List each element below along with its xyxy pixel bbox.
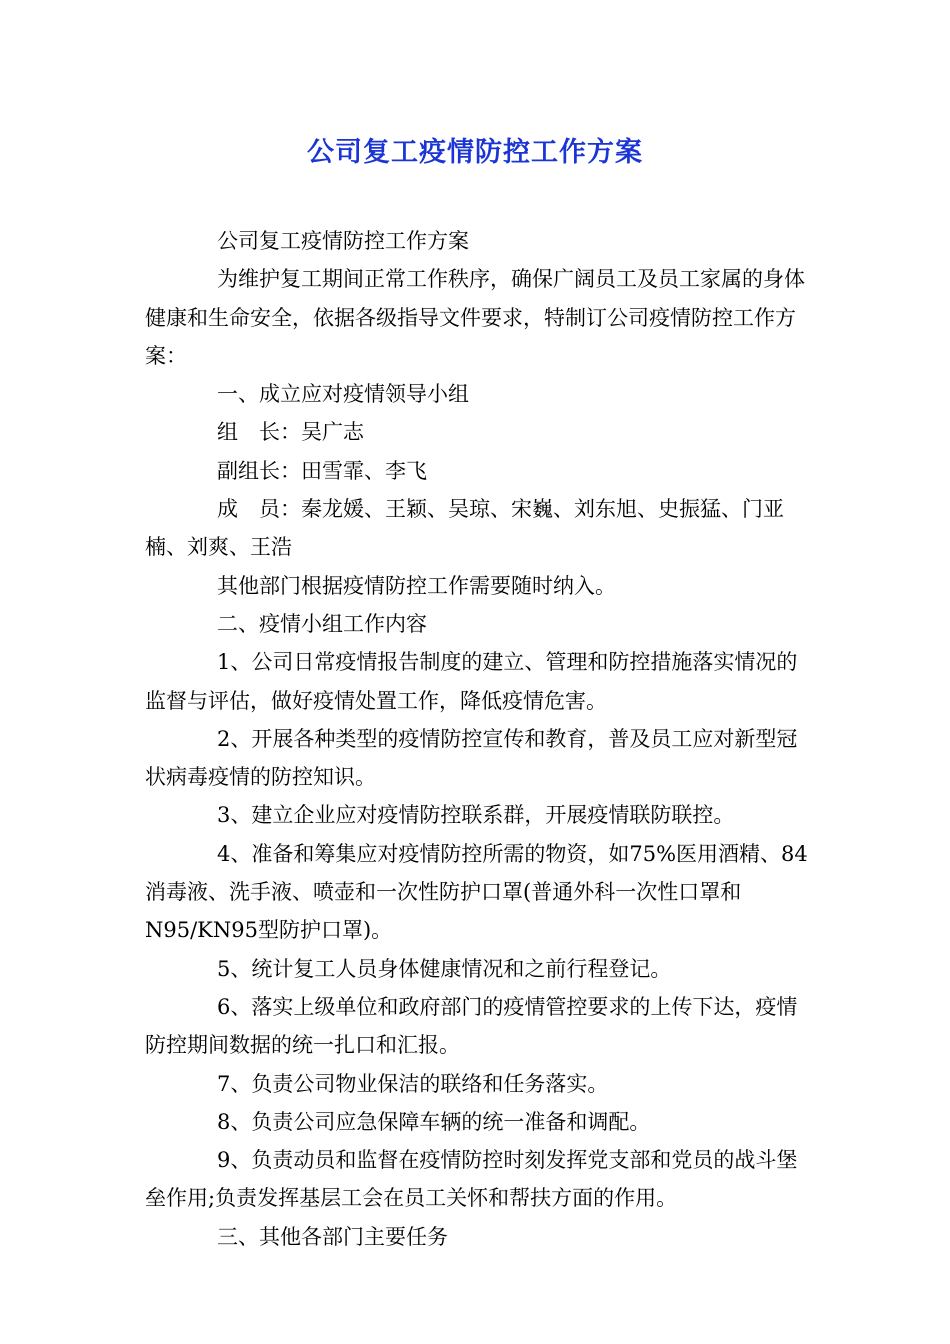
task-item-2: 2、开展各种类型的疫情防控宣传和教育，普及员工应对新型冠状病毒疫情的防控知识。 xyxy=(145,726,798,790)
leader-line: 组 长：吴广志 xyxy=(217,420,364,445)
section-heading-1: 一、成立应对疫情领导小组 xyxy=(217,382,469,407)
section-heading-3: 三、其他各部门主要任务 xyxy=(217,1224,448,1249)
paragraph-other-departments: 其他部门根据疫情防控工作需要随时纳入。 xyxy=(217,573,616,598)
deputy-leader-line: 副组长：田雪霏、李飞 xyxy=(217,458,427,483)
paragraph-intro: 为维护复工期间正常工作秩序，确保广阔员工及员工家属的身体健康和生命安全，依据各级指导文件要求，特制订公司疫情防控工作方案： xyxy=(145,267,805,368)
task-item-8: 8、负责公司应急保障车辆的统一准备和调配。 xyxy=(217,1109,651,1134)
task-item-9: 9、负责动员和监督在疫情防控时刻发挥党支部和党员的战斗堡垒作用;负责发挥基层工会在员工关怀和帮扶方面的作用。 xyxy=(145,1148,798,1211)
task-item-4: 4、准备和筹集应对疫情防控所需的物资，如75%医用酒精、84消毒液、洗手液、喷壶和一次性防护口罩(普通外科一次性口罩和N95/KN95型防护口罩)。 xyxy=(145,841,808,943)
section-heading-2: 二、疫情小组工作内容 xyxy=(217,611,427,636)
task-item-6: 6、落实上级单位和政府部门的疫情管控要求的上传下达，疫情防控期间数据的统一扎口和汇报。 xyxy=(145,994,798,1058)
members-line: 成 员：秦龙媛、王颖、吴琼、宋巍、刘东旭、史振猛、门亚楠、刘爽、王浩 xyxy=(145,497,784,560)
task-item-1: 1、公司日常疫情报告制度的建立、管理和防控措施落实情况的监督与评估，做好疫情处置工作，降低疫情危害。 xyxy=(145,650,798,713)
task-item-5: 5、统计复工人员身体健康情况和之前行程登记。 xyxy=(217,956,672,981)
document-body xyxy=(145,222,810,1256)
document-title: 公司复工疫情防控工作方案 xyxy=(307,137,643,168)
task-item-3: 3、建立企业应对疫情防控联系群，开展疫情联防联控。 xyxy=(217,803,735,828)
paragraph-heading: 公司复工疫情防控工作方案 xyxy=(217,229,469,253)
task-item-7: 7、负责公司物业保洁的联络和任务落实。 xyxy=(217,1071,609,1096)
